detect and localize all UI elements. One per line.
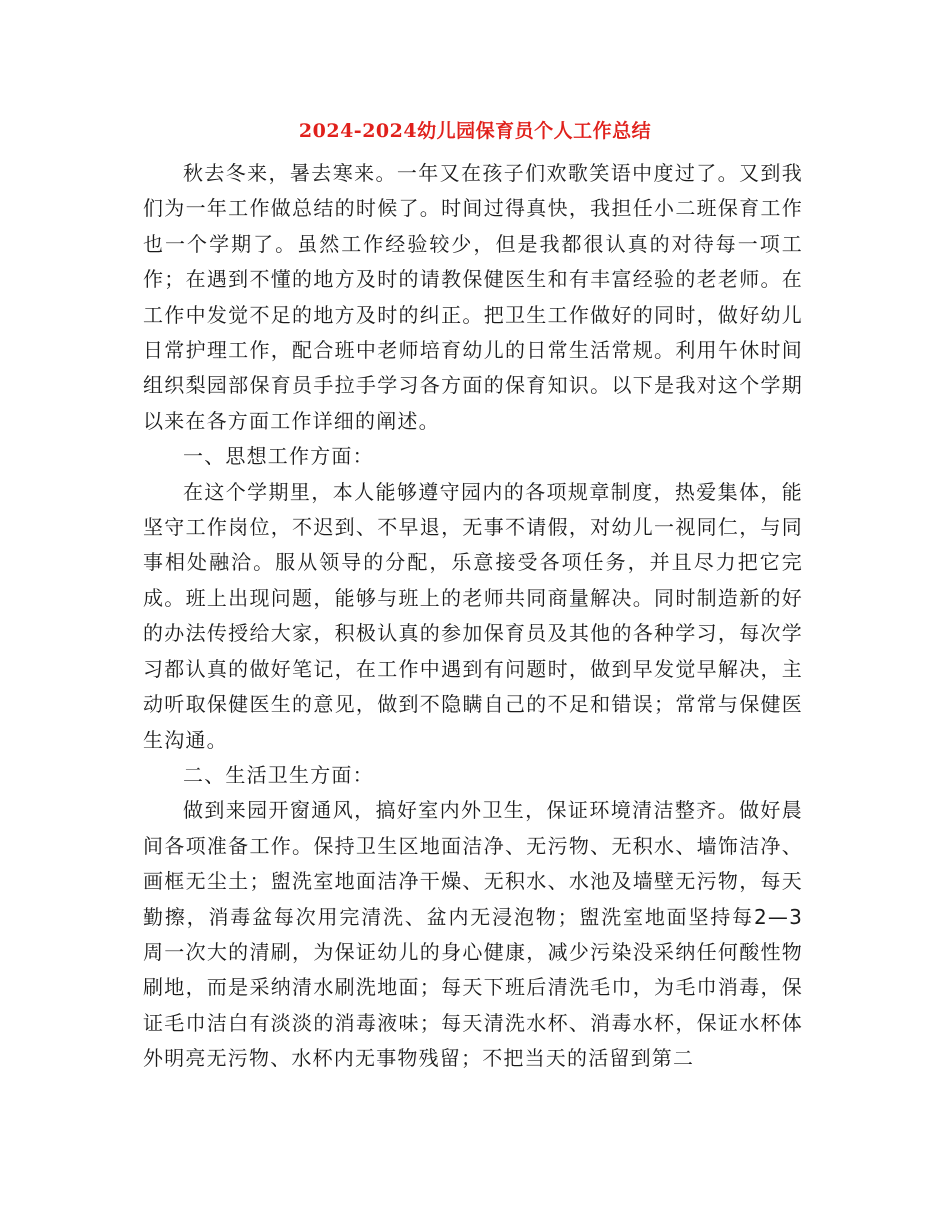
section-heading-thought: 一、思想工作方面： [183, 444, 374, 469]
section-heading-hygiene: 二、生活卫生方面： [183, 762, 374, 787]
document-body [143, 156, 803, 1077]
intro-paragraph: 秋去冬来，暑去寒来。一年又在孩子们欢歌笑语中度过了。又到我们为一年工作做总结的时候了。时间过得真快，我担任小二班保育工作也一个学期了。虽然工作经验较少，但是我都很认真的对待每一项工作；在遇到不懂的地方及时的请教保健医生和有丰富经验的老老师。在工作中发觉不足的地方及时的纠正。把卫生工作做好的同时，做好幼儿日常护理工作，配合班中老师培育幼儿的日常生活常规。利用午休时间组织梨园部保育员手拉手学习各方面的保育知识。以下是我对这个学期以来在各方面工作详细的阐述。 [143, 161, 803, 433]
hygiene-paragraph: 做到来园开窗通风，搞好室内外卫生，保证环境清洁整齐。做好晨间各项准备工作。保持卫生区地面洁净、无污物、无积水、墙饰洁净、画框无尘土；盥洗室地面洁净干燥、无积水、水池及墙壁无污物，每天勤擦，消毒盆每次用完清洗、盆内无浸泡物；盥洗室地面坚持每2—3周一次大的清刷，为保证幼儿的身心健康，减少污染没采纳任何酸性物刷地，而是采纳清水刷洗地面；每天下班后清洗毛巾，为毛巾消毒，保证毛巾洁白有淡淡的消毒液味；每天清洗水杯、消毒水杯，保证水杯体外明亮无污物、水杯内无事物残留；不把当天的活留到第二 [143, 798, 803, 1071]
document-title: 2024-2024幼儿园保育员个人工作总结 [298, 120, 652, 142]
thought-paragraph: 在这个学期里，本人能够遵守园内的各项规章制度，热爱集体，能坚守工作岗位，不迟到、不早退，无事不请假，对幼儿一视同仁，与同事相处融洽。服从领导的分配，乐意接受各项任务，并且尽力把它完成。班上出现问题，能够与班上的老师共同商量解决。同时制造新的好的办法传授给大家，积极认真的参加保育员及其他的各种学习，每次学习都认真的做好笔记，在工作中遇到有问题时，做到早发觉早解决，主动听取保健医生的意见，做到不隐瞒自己的不足和错误；常常与保健医生沟通。 [143, 479, 803, 752]
